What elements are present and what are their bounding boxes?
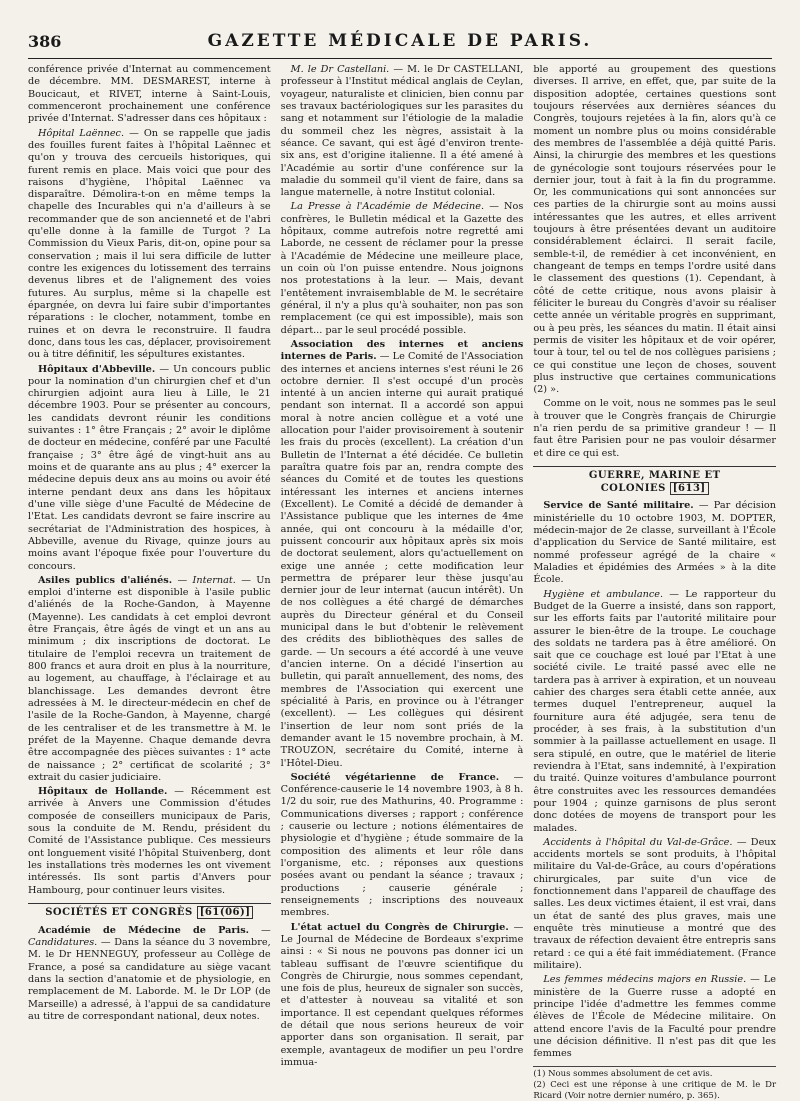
article-heading: M. le Dr Castellani. [290,64,390,75]
article-accidents: Accidents à l'hôpital du Val-de-Grâce. — Deux accidents mortels se sont produits, à l'hôpital militaire du Val-de-Grâce, au cours d'opérations chirurgicales, par suite d'un vice de fonctionnement dans l'appareil de chauffage des salles. Les deux victimes étaient, il est vrai, dans un état de santé des plus graves, mais une enquête très minutieuse a montré que des travaux de réfection devaient être entrepris sans retard : ce qui a été fait immédiatement. (France militaire). [533,836,777,971]
section-header-guerre: GUERRE, MARINE ET COLONIES [613] [533,466,776,495]
footnote: (2) Ceci est une réponse à une critique de M. le Dr Ricard (Voir notre dernier numéro, p. 365). [533,1080,777,1101]
article-asiles: Asiles publics d'aliénés. — Internat. — Un emploi d'interne est disponible à l'asile public d'aliénés de la Roche-Gandon, à Mayenne (Mayenne). Les candidats à cet emploi devront être Français, être âgés de vingt et un ans au minimum ; dix inscriptions de doctorat. Le titulaire de l'emploi recevra un traitement de 800 francs et aura droit en plus à la nourriture, au logement, au chauffage, à l'éclairage et au blanchissage. Les demandes devront être adressées à M. le directeur-médecin en chef de l'asile de la Roche-Gandon, à Mayenne, chargé de les centraliser et de les transmettre à M. le préfet de la Mayenne. Chaque demande devra être accompagnée des pièces suivantes : 1° acte de naissance ; 2° certificat de scolarité ; 3° extrait du casier judiciaire. [28,574,271,783]
article-vegetarienne: Société végétarienne de France. — Conférence-causerie le 14 novembre 1903, à 8 h. 1/2 du soir, rue des Mathurins, 40. Programme : Communications diverses ; rapport ; conférence ; causerie ou lecture ; notions élémentaires de physiologie et d'hygiène ; étude sommaire de la composition des aliments et leur rôle dans l'organisme, etc. ; réponses aux questions posées avant ou pendant la séance ; travaux ; productions ; causerie générale ; renseignements ; inscriptions des nouveaux membres. [280,771,524,919]
column-3 [533,64,777,1101]
column-1 [28,64,271,1024]
article-femmes: Les femmes médecins majors en Russie. — Le ministère de la Guerre russe a adopté en principe l'idée d'admettre les femmes comme élèves de l'École de Médecine militaire. On attend encore l'avis de la Faculté pour prendre une décision définitive. Il n'est pas dit que les femmes [533,974,777,1060]
article-congres: L'état actuel du Congrès de Chirurgie. — Le Journal de Médecine de Bordeaux s'exprime ainsi : « Si nous ne pouvons pas donner ici un tableau suffisant de l'œuvre scientifique du Congrès de Chirurgie, nous sommes cependant, une fois de plus, heureux de signaler son succès, et d'attester à nouveau sa vitalité et son importance. Il est cependant quelques réformes de détail que nous serions heureux de voir apporter dans son organisation. Il serait, par exemple, avantageux de modifier un peu l'ordre immua- [280,921,524,1068]
paragraph: conférence privée d'Internat au commencement de décembre. MM. DESMAREST, interne à Boucicaut, et RIVET, interne à Saint-Louis, commenceront prochainement une conférence privée d'Internat. S'adresser dans ces hôpitaux : [28,64,271,125]
article-heading: Hôpitaux de Hollande. [38,786,168,798]
article-presse: La Presse à l'Académie de Médecine. — Nos confrères, le Bulletin médical et la Gazette des hôpitaux, comme autrefois notre regretté ami Laborde, ne cessent de réclamer pour la presse à l'Académie de Médecine une meilleure place, un coin où l'on puisse entendre. Nous joignons nos protestations à la leur. — Mais, devant l'entêtement invraisemblable de M. le secrétaire général, il n'y a plus qu'à souhaiter, non pas son remplacement (ce qui est impossible), mais son départ... par le seul procédé possible. [280,201,524,336]
paragraph: Comme on le voit, nous ne sommes pas le seul à trouver que le Congrès français de Chirurgie n'a rien perdu de sa primitive grandeur ! — Il faut être Parisien pour ne pas vouloir désarmer et dire ce qui est. [533,398,777,459]
article-heading: Hôpital Laënnec. [38,127,125,139]
article-heading: Académie de Médecine de Paris. [38,924,250,936]
footnotes [533,1066,776,1101]
article-heading: Association des internes et anciens internes de Paris. [280,338,524,363]
article-heading: Service de Santé militaire. [543,500,694,512]
section-header-societes: SOCIÉTÉS ET CONGRÈS [61(06)] [28,903,271,920]
article-internes: Association des internes et anciens internes de Paris. — Le Comité de l'Association des internes et anciens internes s'est réuni le 26 octobre dernier. Il s'est occupé d'un procès intenté à un ancien interne qui aurait pratiqué pendant son internat. Il a accordé son appui moral à notre ancien collègue et a voté une allocation pour l'aider provisoirement à soutenir les frais du procès (excellent). La création d'un Bulletin de l'Internat a été décidée. Ce bulletin paraîtra quatre fois par an, rendra compte des séances du Comité et de toutes les questions intéressant les internes et anciens internes (Excellent). Le Comité a décidé de demander à l'Assistance publique que les internes de 4me année, qui ont concouru à la médaille d'or, puissent concourir aux hôpitaux après six mois de doctorat seulement, alors qu'actuellement on exige une année ; cette modification leur permettra de préparer leur thèse jusqu'au dernier jour de leur internat (aucun intérêt). Un de nos collègues a été chargé de démarches auprès du Directeur général et du Conseil municipal dans le but d'obtenir le relèvement des crédits des bibliothèques des salles de garde. — Un secours a été accordé à une veuve d'ancien interne. On a décidé l'insertion au bulletin, qui paraît annuellement, des noms, des membres de l'Association qui exercent une spécialité à Paris, en province ou à l'étranger (excellent). — Les collègues qui désirent l'insertion de leur nom sont priés de la demander avant le 15 novembre prochain, à M. TROUZON, secrétaire du Comité, interne à l'Hôtel-Dieu. [280,338,524,769]
footnote: (1) Nous sommes absolument de cet avis. [533,1069,713,1080]
article-heading: Les femmes médecins majors en Russie. [543,974,747,986]
article-heading: Hôpitaux d'Abbeville. [38,363,156,375]
article-hollande: Hôpitaux de Hollande. — Récemment est arrivée à Anvers une Commission d'études composée de conseillers municipaux de Paris, sous la conduite de M. Rendu, président du Comité de l'Assistance publique. Ces messieurs ont longuement visité l'hôpital Stuivenberg, dont les installations très modernes les ont vivement intéressés. Ils sont partis d'Anvers pour Hambourg, pour continuer leurs visites. [28,786,271,896]
page-header [28,26,772,56]
page-number: 386 [28,31,62,51]
paragraph: ble apporté au groupement des questions diverses. Il arrive, en effet, que, par suite de la disposition adoptée, certaines questions sont toujours réservées aux dernières séances du Congrès, toujours rejetées à la fin, alors qu'à ce moment un nombre plus ou moins considérable des membres de l'assemblée a déjà quitté Paris. Ainsi, la chirurgie des membres et les questions de gynécologie sont toujours réservées pour le dernier jour, tout à fait à la fin du programme. Or, les communications qui sont annoncées sur ces parties de la chirurgie sont au moins aussi intéressantes que les autres, et elles arrivent toujours à être présentées devant un auditoire considérablement éclairci. Il serait facile, semble-t-il, de remédier à cet inconvénient, en changeant de temps en temps l'ordre usité dans le classement des questions (1). Cependant, à côté de cette critique, nous avons plaisir à féliciter le bureau du Congrès d'avoir su réaliser cette année un véritable progrès en supprimant, ou à peu près, les séances du matin. Il était ainsi permis de visiter les hôpitaux et de voir opérer, tour à tour, tel ou tel de nos collègues parisiens ; ce qui constitue une leçon de choses, souvent plus instructive que certaines communications (2) ». [533,64,777,396]
article-laennec: Hôpital Laënnec. — On se rappelle que jadis des fouilles furent faites à l'hôpital Laënnec et qu'on y trouva des cercueils historiques, qui furent remis en place. Mais voici que pour des raisons d'hygiène, l'hôpital Laënnec va disparaître. Démolira-t-on en même temps la chapelle des Incurables qui n'a d'ailleurs à se recommander que de son ancienneté et de l'abri qu'elle donne à la famille de Turgot ? La Commission du Vieux Paris, dit-on, opine pour sa conservation ; mais il lui sera difficile de lutter contre les exigences du lotissement des terrains devenus libres et de l'alignement des voies futures. Au surplus, même si la chapelle est épargnée, on devra lui faire subir d'importantes réparations : le clocher, notamment, tombe en ruines et on devra le reconstruire. Il faudra donc, dans tous les cas, déplacer, provisoirement ou à titre définitif, les sépultures existantes. [28,127,271,361]
article-heading: Asiles publics d'aliénés. [38,574,173,586]
article-abbeville: Hôpitaux d'Abbeville. — Un concours public pour la nomination d'un chirurgien chef et d'un chirurgien adjoint aura lieu à Lille, le 21 décembre 1903. Pour se présenter au concours, les candidats devront réunir les conditions suivantes : 1° être Français ; 2° avoir le diplôme de docteur en médecine, conféré par une Faculté française ; 3° être âgé de vingt-huit ans au moins et de quarante ans au plus ; 4° exercer la médecine depuis deux ans au moins ou avoir été interne pendant deux ans dans les hôpitaux d'une ville siège d'une Faculté de Médecine de l'Etat. Les candidats devront se faire inscrire au secrétariat de l'Administration des hospices, à Abbeville, avenue du Rivage, quinze jours au moins avant l'époque fixée pour l'ouverture du concours. [28,363,271,572]
article-sante: Service de Santé militaire. — Par décision ministérielle du 10 octobre 1903, M. DOPTER, médecin-major de 2e classe, surveillant à l'École d'application du Service de Santé militaire, est nommé professeur agrégé de la chaire « Maladies et épidémies des Armées » à la dite École. [533,500,777,586]
article-heading: Accidents à l'hôpital du Val-de-Grâce. [543,836,733,848]
article-heading: L'état actuel du Congrès de Chirurgie. [290,921,509,933]
article-columns [28,64,777,1101]
article-castellani: M. le Dr Castellani. — M. le Dr CASTELLANI, professeur à l'Institut médical anglais de Ceylan, voyageur, naturaliste et clinicien, bien connu par ses travaux bactériologiques sur les parasites du sang et notamment sur l'étiologie de la maladie du sommeil chez les nègres, assistait à la séance. Ce savant, qui est âgé d'environ trente-six ans, est d'origine italienne. Il a été amené à l'Académie au sortir d'une conférence sur la maladie du sommeil qu'il vient de faire, dans sa langue maternelle, à notre Institut colonial. [280,64,524,199]
article-academie: Académie de Médecine de Paris. — Candidatures. — Dans la séance du 3 novembre, M. le Dr HENNEGUY, professeur au Collège de France, a posé sa candidature au siège vacant dans la section d'anatomie et de physiologie, en remplacement de M. Laborde. M. le Dr LOP (de Marseille) a adressé, à l'appui de sa candidature au titre de correspondant national, deux notes. [28,924,271,1022]
article-heading: La Presse à l'Académie de Médecine. [290,201,485,213]
article-hygiene: Hygiène et ambulance. — Le rapporteur du Budget de la Guerre a insisté, dans son rapport, sur les efforts faits par l'autorité militaire pour assurer le bien-être de la troupe. Le couchage des soldats ne tardera pas à être amélioré. On sait que ce couchage est loué par l'Etat à une société civile. Le traité passé avec elle ne tardera pas à arriver à expiration, et un nouveau cahier des charges sera établi cette année, aux termes duquel l'entrepreneur, auquel la fourniture aura été adjugée, sera tenu de procéder, à ses frais, à la substitution d'un sommier à la paillasse actuellement en usage. Il sera stipulé, en outre, que le matériel de literie reviendra à l'Etat, sans indemnité, à l'expiration du traité. Quinze voitures d'ambulance pourront être construites avec les ressources demandées pour 1904 ; quinze garnisons de plus seront donc dotées de moyens de transport pour les malades. [533,588,777,834]
column-2 [280,64,524,1068]
journal-title: GAZETTE MÉDICALE DE PARIS. [207,31,593,51]
article-heading: Hygiène et ambulance. [543,588,664,600]
header-rule [28,58,772,59]
article-heading: Société végétarienne de France. [290,771,500,783]
